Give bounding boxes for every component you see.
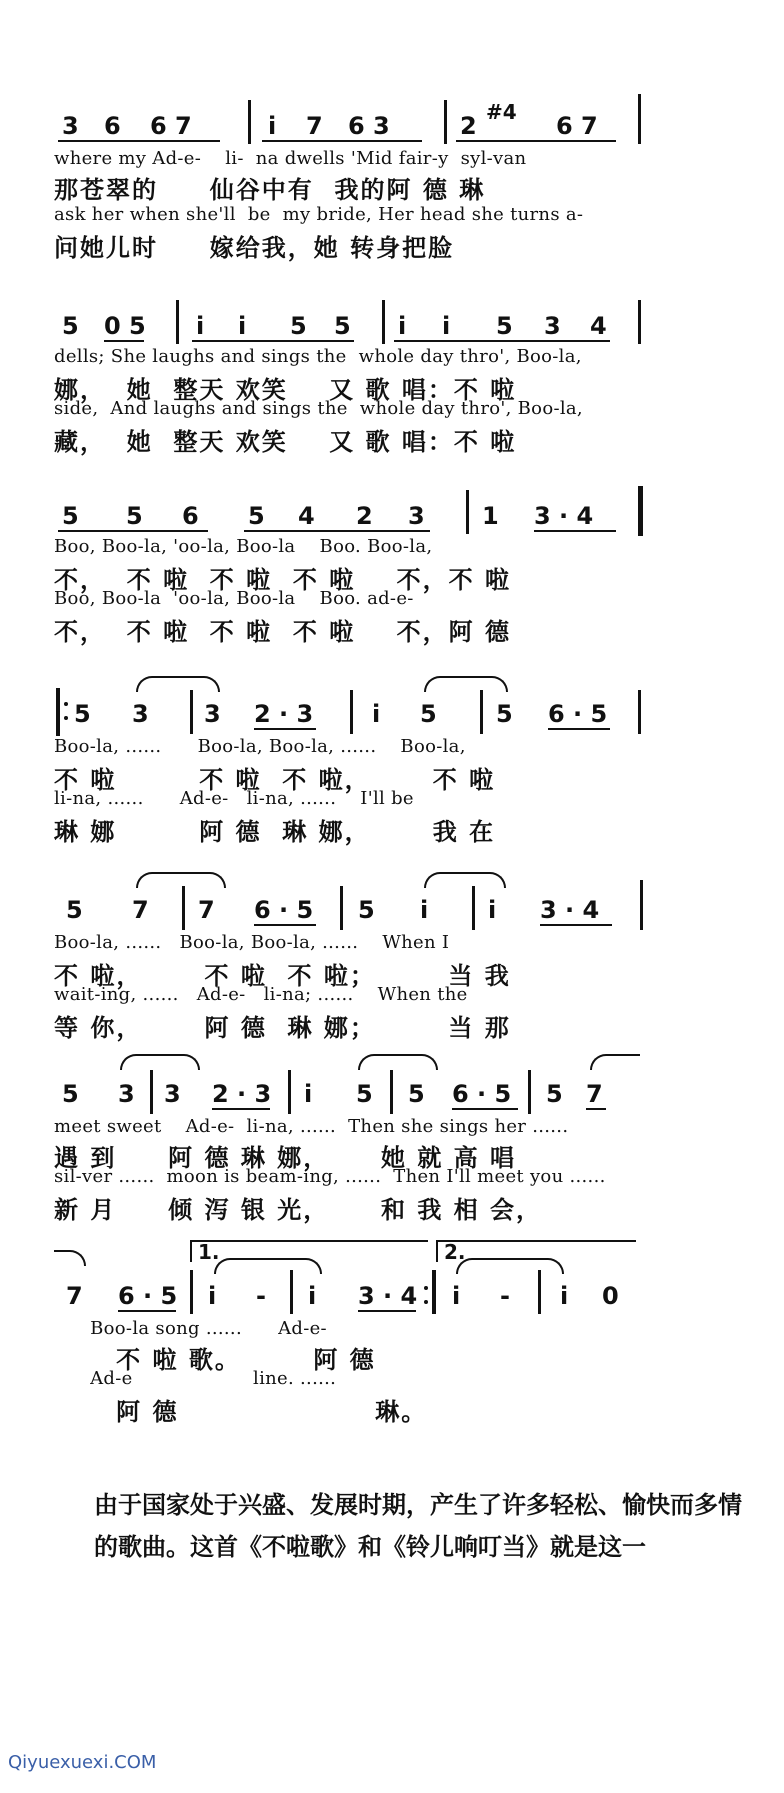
watermark: Qiyuexuexi.COM	[8, 1752, 157, 1773]
barline	[340, 886, 343, 930]
lyric-en-2: li-na, ...... Ad-e- li-na, ...... I'll be	[54, 788, 414, 809]
note: i	[208, 1282, 217, 1310]
slur	[136, 872, 226, 888]
note: 3 · 4	[358, 1282, 418, 1310]
repeat-start	[56, 688, 60, 736]
note: 4	[590, 312, 607, 340]
lyric-zh-1: 不 啦， 不 啦 不 啦； 当 我	[54, 962, 511, 990]
lyric-zh-1: 遇 到 阿 德 琳 娜， 她 就 高 唱	[54, 1144, 517, 1172]
beam	[456, 140, 616, 142]
lyric-zh-1: 那苍翠的 仙谷中有 我的阿 德 琳	[54, 176, 486, 204]
barline	[390, 1070, 393, 1114]
lyric-en-1: Boo, Boo-la, 'oo-la, Boo-la Boo. Boo-la,	[54, 536, 433, 557]
barline	[182, 886, 185, 930]
lyric-en-1: Boo-la song ...... Ad-e-	[54, 1318, 327, 1339]
barline	[248, 100, 251, 144]
slur	[424, 676, 508, 692]
note: 5	[248, 502, 265, 530]
lyric-en-1: meet sweet Ad-e- li-na, ...... Then she sings her ......	[54, 1116, 569, 1137]
note: i	[560, 1282, 569, 1310]
barline-final	[638, 486, 643, 536]
beam	[192, 340, 354, 342]
beam	[358, 1310, 416, 1312]
lyric-en-2: Boo, Boo-la 'oo-la, Boo-la Boo. ad-e-	[54, 588, 414, 609]
beam	[254, 728, 316, 730]
lyric-zh-2: 不， 不 啦 不 啦 不 啦 不，阿 德	[54, 618, 511, 646]
note: i	[442, 312, 451, 340]
lyric-zh-1: 娜， 她 整天 欢笑 又 歌 唱：不 啦	[54, 376, 517, 404]
note: 7	[586, 1080, 603, 1108]
note: 2	[356, 502, 373, 530]
note: 3 · 4	[540, 896, 600, 924]
note: 3 · 4	[534, 502, 594, 530]
lyric-zh-1: 不 啦 歌。 阿 德	[54, 1346, 376, 1374]
note: 7	[66, 1282, 83, 1310]
note: 3	[118, 1080, 135, 1108]
note: 3	[132, 700, 149, 728]
lyric-en-1: Boo-la, ...... Boo-la, Boo-la, ...... Boo-la,	[54, 736, 466, 757]
lyric-en-2: Ad-e line. ......	[54, 1368, 337, 1389]
barline	[382, 300, 385, 344]
note: 5	[66, 896, 83, 924]
barline	[538, 1270, 541, 1314]
note: 5	[334, 312, 351, 340]
barline	[638, 94, 641, 144]
lyric-zh-1: 不 啦 不 啦 不 啦， 不 啦	[54, 766, 496, 794]
note: 7	[132, 896, 149, 924]
note: 3	[204, 700, 221, 728]
lyric-zh-2: 等 你， 阿 德 琳 娜； 当 那	[54, 1014, 511, 1042]
note: 6 3	[348, 112, 390, 140]
beam	[262, 140, 422, 142]
lyric-en-2: sil-ver ...... moon is beam-ing, ...... Then I'll meet you ......	[54, 1166, 606, 1187]
note: i	[308, 1282, 317, 1310]
barline	[528, 1070, 531, 1114]
note: 7	[198, 896, 215, 924]
note: i	[420, 896, 429, 924]
note: 5	[74, 700, 91, 728]
barline	[290, 1270, 293, 1314]
note: 5	[62, 1080, 79, 1108]
lyric-en-1: Boo-la, ...... Boo-la, Boo-la, ...... When I	[54, 932, 450, 953]
note: 6	[104, 112, 121, 140]
slur	[456, 1258, 564, 1274]
note: i	[268, 112, 277, 140]
beam	[394, 340, 610, 342]
note: 7	[306, 112, 323, 140]
beam	[244, 530, 430, 532]
slur	[54, 1250, 86, 1266]
lyric-zh-1: 不， 不 啦 不 啦 不 啦 不，不 啦	[54, 566, 511, 594]
lyric-zh-2: 新 月 倾 泻 银 光， 和 我 相 会，	[54, 1196, 543, 1224]
beam	[452, 1108, 518, 1110]
note: 6 7	[150, 112, 192, 140]
note: 6	[182, 502, 199, 530]
beam	[58, 140, 220, 142]
barline	[176, 300, 179, 344]
barline	[150, 1070, 153, 1114]
note: 2 · 3	[212, 1080, 272, 1108]
repeat-end	[432, 1270, 436, 1314]
slur	[424, 872, 506, 888]
note: i	[372, 700, 381, 728]
note: 5	[62, 312, 79, 340]
body-paragraph: 由于国家处于兴盛、发展时期，产生了许多轻松、愉快而多情的歌曲。这首《不啦歌》和《铃儿响叮当》就是这一	[94, 1491, 742, 1561]
lyric-en-1: where my Ad-e- li- na dwells 'Mid fair-y syl-van	[54, 148, 527, 169]
note: 3	[62, 112, 79, 140]
slur	[136, 676, 220, 692]
slur	[120, 1054, 200, 1070]
note: 6 · 5	[254, 896, 314, 924]
note: 5	[356, 1080, 373, 1108]
barline	[480, 690, 483, 734]
lyric-en-2: ask her when she'll be my bride, Her head she turns a-	[54, 204, 584, 225]
note: 3	[408, 502, 425, 530]
note: 3	[544, 312, 561, 340]
note: 5	[290, 312, 307, 340]
barline	[640, 880, 643, 930]
note: i	[398, 312, 407, 340]
lyric-zh-2: 阿 德 琳。	[54, 1398, 428, 1426]
beam	[254, 924, 316, 926]
note: 5	[126, 502, 143, 530]
barline	[638, 690, 641, 734]
lyric-zh-2: 琳 娜 阿 德 琳 娜， 我 在	[54, 818, 496, 846]
repeat-dot	[64, 702, 68, 706]
lyric-zh-2: 藏， 她 整天 欢笑 又 歌 唱：不 啦	[54, 428, 517, 456]
note: i	[196, 312, 205, 340]
slur	[358, 1054, 438, 1070]
note: i	[452, 1282, 461, 1310]
barline	[466, 490, 469, 534]
beam	[548, 728, 610, 730]
note: 6 · 5	[118, 1282, 178, 1310]
beam	[212, 1108, 270, 1110]
barline	[190, 1270, 193, 1314]
repeat-dot	[64, 716, 68, 720]
lyric-en-2: side, And laughs and sings the whole day thro', Boo-la,	[54, 398, 583, 419]
note: i	[238, 312, 247, 340]
note: 0 5	[104, 312, 146, 340]
note: -	[500, 1282, 510, 1310]
note: 5	[358, 896, 375, 924]
note: -	[256, 1282, 266, 1310]
note: 5	[408, 1080, 425, 1108]
slur	[590, 1054, 640, 1070]
note: 5	[496, 700, 513, 728]
note: 2 · 3	[254, 700, 314, 728]
note: 0	[602, 1282, 619, 1310]
note: i	[304, 1080, 313, 1108]
barline	[472, 886, 475, 930]
barline	[350, 690, 353, 734]
beam	[58, 530, 208, 532]
note: 1	[482, 502, 499, 530]
note: 5	[496, 312, 513, 340]
beam	[586, 1108, 606, 1110]
beam	[534, 530, 616, 532]
barline	[288, 1070, 291, 1114]
repeat-dot	[424, 1300, 428, 1304]
note: 5	[420, 700, 437, 728]
barline	[444, 100, 447, 144]
barline	[638, 300, 641, 344]
note: 5	[546, 1080, 563, 1108]
note: 5	[62, 502, 79, 530]
note: i	[488, 896, 497, 924]
volta-1: 1.	[190, 1240, 428, 1262]
repeat-dot	[424, 1286, 428, 1290]
lyric-en-2: wait-ing, ...... Ad-e- li-na; ...... When the	[54, 984, 468, 1005]
beam	[118, 1310, 176, 1312]
note: 6 7	[556, 112, 598, 140]
volta-2: 2.	[436, 1240, 636, 1262]
barline	[190, 690, 193, 734]
note: 2	[460, 112, 477, 140]
beam	[540, 924, 612, 926]
lyric-en-1: dells; She laughs and sings the whole day thro', Boo-la,	[54, 346, 582, 367]
note: #4	[486, 100, 517, 124]
note: 6 · 5	[452, 1080, 512, 1108]
note: 4	[298, 502, 315, 530]
note: 3	[164, 1080, 181, 1108]
slur	[214, 1258, 322, 1274]
beam	[104, 340, 144, 342]
note: 6 · 5	[548, 700, 608, 728]
lyric-zh-2: 问她儿时 嫁给我，她 转身把脸	[54, 234, 455, 262]
